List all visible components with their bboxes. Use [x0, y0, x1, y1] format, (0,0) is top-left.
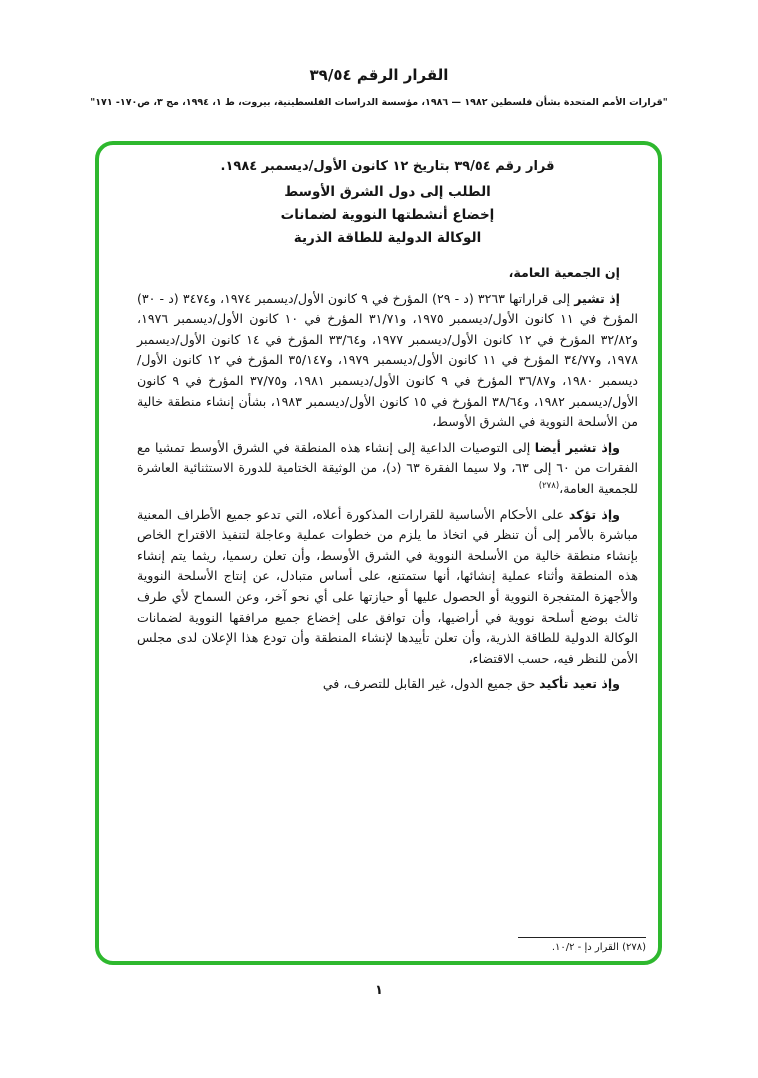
resolution-body [137, 263, 638, 695]
box-heading-line-3: الوكالة الدولية للطاقة الذرية [293, 230, 482, 246]
source-citation: "قرارات الأمم المتحدة بشأن فلسطين ١٩٨٢ — ١٩٨٦، مؤسسة الدراسات الفلسطينية، بيروت، ط ١، ١٩٩٤، مج ٣، ص١٧٠- ١٧١" [90, 97, 668, 108]
paragraph-text: حق جميع الدول، غير القابل للتصرف، في [322, 676, 540, 692]
paragraph [137, 289, 638, 433]
opening-line: إن الجمعية العامة، [508, 265, 620, 280]
page-number: ١ [375, 983, 383, 998]
green-box [95, 141, 662, 965]
page-header [0, 66, 758, 108]
paragraph-lead: وإذ تعيد تأكيد [539, 676, 620, 692]
paragraph-lead: إذ تشير [574, 290, 620, 306]
paragraph-lead: وإذ تشير أيضا [534, 439, 620, 455]
paragraph [137, 674, 638, 695]
paragraph [137, 505, 638, 670]
paragraph-lead: وإذ تؤكد [568, 506, 620, 522]
paragraph [137, 438, 638, 500]
resolution-line: قرار رقم ٣٩/٥٤ بتاريخ ١٢ كانون الأول/ديسمبر ١٩٨٤. [220, 159, 555, 174]
box-heading-line-1: الطلب إلى دول الشرق الأوسط [284, 184, 491, 200]
paragraph-text: إلى قراراتها ٣٢٦٣ (د - ٢٩) المؤرخ في ٩ كانون الأول/ديسمبر ١٩٧٤، و٣٤٧٤ (د - ٣٠) المؤرخ في ١١ كانون الأول/ديسمبر ١٩٧٥، و٣١/٧١ المؤرخ في ١٠ كانون الأول/ديسمبر ١٩٧٦، و٣٢/٨٢ المؤرخ في ١٢ كانون الأول/ديسمبر ١٩٧٧، و٣٣/٦٤ المؤرخ في ١٤ كانون الأول/ديسمبر ١٩٧٨، و٣٤/٧٧ المؤرخ في ١١ كانون الأول/ديسمبر ١٩٧٩، و٣٥/١٤٧ المؤرخ في ١٢ كانون الأول/ديسمبر ١٩٨٠، و٣٦/٨٧ المؤرخ في ٩ كانون الأول/ديسمبر ١٩٨١، و٣٧/٧٥ المؤرخ في ٩ كانون الأول/ديسمبر ١٩٨٢، و٣٨/٦٤ المؤرخ في ١٥ كانون الأول/ديسمبر ١٩٨٣، بشأن إنشاء منطقة خالية من الأسلحة النووية في الشرق الأوسط، [137, 290, 638, 430]
footnote: (٢٧٨) القرار دإ - ١٠/٢. [518, 937, 646, 955]
document-title: القرار الرقم ٣٩/٥٤ [309, 66, 449, 84]
paragraph-text: على الأحكام الأساسية للقرارات المذكورة أعلاه، التي تدعو جميع الأطراف المعنية مباشرة بالأمر إلى أن تنظر في اتخاذ ما يلزم من خطوات عملية وعاجلة لتنفيذ الاقتراح الخاص بإنشاء منطقة خالية من الأسلحة النووية في الشرق الأوسط، وأن تعلن رسميا، ريثما يتم إنشاء هذه المنطقة وأثناء عملية إنشائها، أنها ستمتنع، على أساس متبادل، عن إنتاج الأسلحة النووية والأجهزة المتفجرة النووية أو الحصول عليها أو حيازتها على أي نحو آخر، وعن السماح لأي طرف ثالث بوضع أسلحة نووية في أراضيها، وأن توافق على إخضاع جميع مرافقها النووية لضمانات الوكالة الدولية للطاقة الذرية، وأن تعلن تأييدها لإنشاء المنطقة وأن تودع هذا الإعلان لدى مجلس الأمن للنظر فيه، حسب الاقتضاء، [137, 506, 638, 666]
box-heading-line-2: إخضاع أنشطتها النووية لضمانات [280, 207, 495, 223]
footnote-reference: (٢٧٨) [538, 480, 560, 491]
paragraph-text: إلى التوصيات الداعية إلى إنشاء هذه المنطقة في الشرق الأوسط تمشيا مع الفقرات من ٦٠ إلى ٦٣، ولا سيما الفقرة ٦٣ (د)، من الوثيقة الختامية للدورة الاستثنائية العاشرة للجمعية العامة، [137, 439, 639, 496]
